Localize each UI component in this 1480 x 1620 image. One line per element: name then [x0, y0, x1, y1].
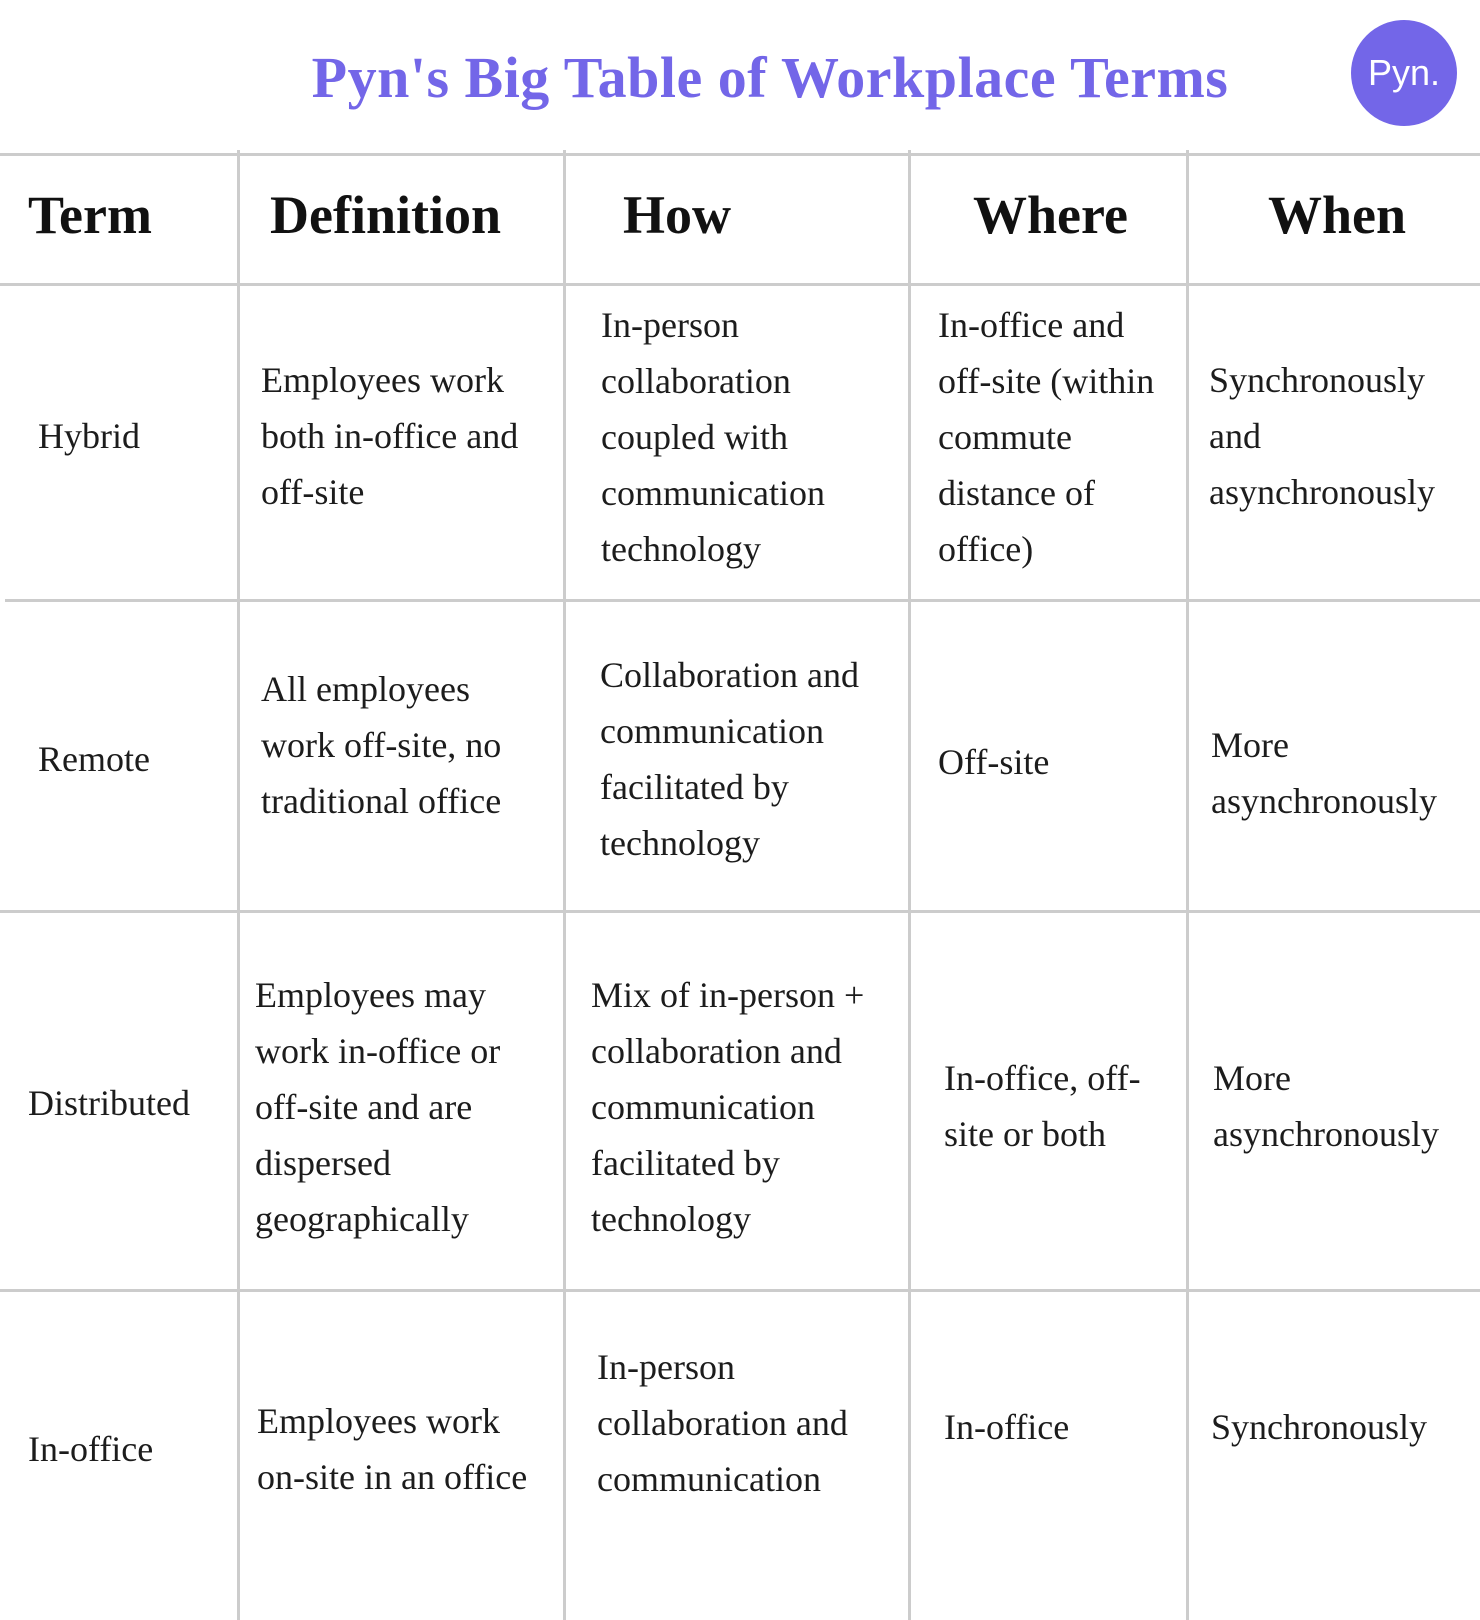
cell-line: asynchronously [1211, 781, 1437, 821]
cell-line: office) [938, 529, 1034, 569]
cell-line: collaboration [601, 361, 791, 401]
cell-line: In-office [944, 1407, 1070, 1447]
when-cell [1209, 352, 1435, 520]
cell-line: Hybrid [38, 416, 140, 456]
cell-line: work in-office or [255, 1031, 501, 1071]
cell-line: In-office [28, 1429, 154, 1469]
cell-line: Off-site [938, 742, 1050, 782]
cell-line: Employees work [261, 360, 504, 400]
cell-line: facilitated by [591, 1143, 780, 1183]
cell-line: and [1209, 416, 1261, 456]
table-top-border [0, 153, 1480, 156]
row-divider [0, 910, 1480, 913]
cell-line: both in-office and [261, 416, 519, 456]
cell-line: work off-site, no [261, 725, 502, 765]
header-divider [0, 283, 1480, 286]
cell-line: collaboration and [597, 1403, 848, 1443]
cell-line: In-person [597, 1347, 735, 1387]
cell-line: Employees work [257, 1401, 500, 1441]
when-cell [1213, 1050, 1439, 1162]
cell-line: communication [597, 1459, 821, 1499]
cell-line: communication [601, 473, 825, 513]
cell-line: site or both [944, 1114, 1106, 1154]
cell-line: collaboration and [591, 1031, 842, 1071]
when-cell [1211, 717, 1437, 829]
term-cell [28, 1075, 190, 1131]
how-cell [597, 1339, 848, 1507]
cell-line: Collaboration and [600, 655, 859, 695]
column-divider [1186, 150, 1189, 1620]
cell-line: off-site [261, 472, 365, 512]
row-divider [0, 1289, 1480, 1292]
cell-line: geographically [255, 1199, 469, 1239]
cell-line: In-office and [938, 305, 1125, 345]
column-header-where: Where [973, 185, 1128, 245]
cell-line: Employees may [255, 975, 486, 1015]
cell-line: distance of [938, 473, 1095, 513]
pyn-logo [1351, 20, 1457, 126]
where-cell [938, 734, 1049, 790]
definition-cell [261, 661, 501, 829]
cell-line: off-site (within [938, 361, 1155, 401]
column-header-term: Term [28, 185, 152, 245]
cell-line: All employees [261, 669, 470, 709]
column-header-how: How [623, 185, 731, 245]
cell-line: asynchronously [1213, 1114, 1439, 1154]
cell-line: facilitated by [600, 767, 789, 807]
cell-line: on-site in an office [257, 1457, 528, 1497]
page-title: Pyn's Big Table of Workplace Terms [311, 45, 1229, 110]
term-cell [28, 1421, 153, 1477]
term-cell [38, 731, 150, 787]
when-cell [1211, 1399, 1427, 1455]
cell-line: Remote [38, 739, 150, 779]
where-cell [944, 1399, 1069, 1455]
how-cell [591, 967, 864, 1247]
cell-line: asynchronously [1209, 472, 1435, 512]
cell-line: off-site and are [255, 1087, 473, 1127]
cell-line: Synchronously [1211, 1407, 1427, 1447]
where-cell [938, 297, 1154, 577]
term-cell [38, 408, 140, 464]
how-cell [600, 647, 859, 871]
cell-line: technology [600, 823, 760, 863]
cell-line: technology [591, 1199, 751, 1239]
definition-cell [255, 967, 500, 1247]
column-header-definition: Definition [270, 185, 502, 245]
cell-line: More [1213, 1058, 1291, 1098]
cell-line: communication [600, 711, 824, 751]
cell-line: Synchronously [1209, 360, 1425, 400]
definition-cell [257, 1393, 527, 1505]
column-divider [563, 150, 566, 1620]
column-divider [908, 150, 911, 1620]
logo-text: Pyn. [1367, 52, 1441, 93]
row-divider [5, 599, 1480, 602]
where-cell [944, 1050, 1141, 1162]
column-header-when: When [1268, 185, 1407, 245]
cell-line: Distributed [28, 1083, 190, 1123]
cell-line: Mix of in-person + [591, 975, 865, 1015]
how-cell [601, 297, 825, 577]
cell-line: traditional office [261, 781, 502, 821]
cell-line: communication [591, 1087, 815, 1127]
definition-cell [261, 352, 518, 520]
cell-line: In-person [601, 305, 739, 345]
cell-line: In-office, off- [944, 1058, 1141, 1098]
cell-line: technology [601, 529, 761, 569]
cell-line: dispersed [255, 1143, 391, 1183]
cell-line: coupled with [601, 417, 788, 457]
column-divider [237, 150, 240, 1620]
cell-line: More [1211, 725, 1289, 765]
cell-line: commute [938, 417, 1072, 457]
